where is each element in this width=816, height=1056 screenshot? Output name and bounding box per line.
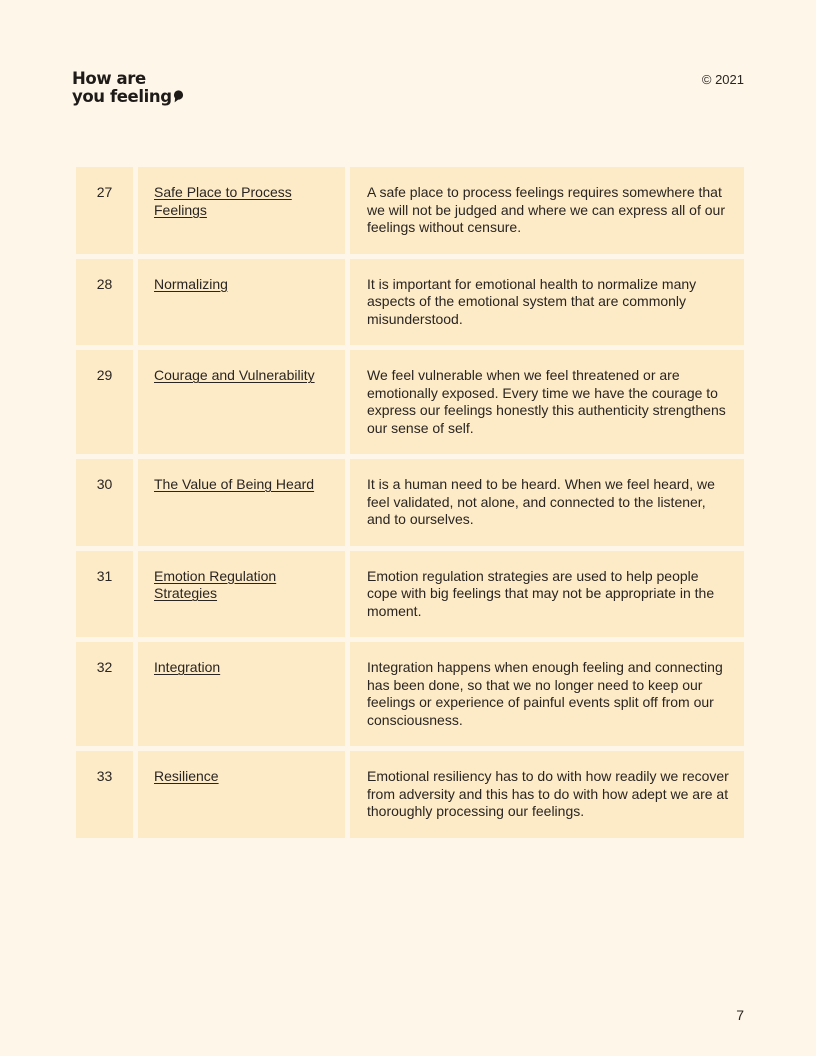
row-number: 32 — [76, 642, 133, 746]
table-row — [76, 751, 744, 838]
description-cell: We feel vulnerable when we feel threatened or are emotionally exposed. Every time we have the courage to express our feelings honestly this authenticity strengthens our sense of self. — [350, 350, 744, 454]
row-number: 29 — [76, 350, 133, 454]
table-row — [76, 551, 744, 638]
table-row — [76, 259, 744, 346]
row-number: 28 — [76, 259, 133, 346]
term-link[interactable]: Normalizing — [154, 275, 228, 292]
term-link[interactable]: Courage and Vulnerability — [154, 367, 315, 383]
term-cell — [138, 642, 345, 746]
logo-line-1: How are — [72, 69, 146, 88]
row-number: 31 — [76, 551, 133, 638]
row-number: 30 — [76, 459, 133, 546]
description-cell: It is important for emotional health to normalize many aspects of the emotional system that are commonly misunderstood. — [350, 259, 744, 346]
term-cell — [138, 751, 345, 838]
table-row — [76, 459, 744, 546]
copyright-notice: © 2021 — [701, 72, 744, 87]
term-cell — [138, 350, 345, 454]
brand-logo — [72, 70, 184, 106]
term-cell — [138, 551, 345, 638]
row-number: 27 — [76, 167, 133, 254]
table-row — [76, 642, 744, 746]
term-link[interactable]: The Value of Being Heard — [154, 476, 315, 492]
row-number: 33 — [76, 751, 133, 838]
page-number: 7 — [736, 1007, 744, 1023]
term-link[interactable]: Emotion Regulation Strategies — [154, 567, 277, 601]
table-row — [76, 350, 744, 454]
term-cell — [138, 259, 345, 346]
term-cell — [138, 459, 345, 546]
table-row — [76, 167, 744, 254]
glossary-table — [76, 167, 744, 843]
term-link[interactable]: Safe Place to Process Feelings — [154, 184, 292, 218]
term-cell — [138, 167, 345, 254]
logo-line-2-text: you feeling — [72, 87, 172, 106]
description-cell: Emotion regulation strategies are used to help people cope with big feelings that may not be appropriate in the moment. — [350, 551, 744, 638]
logo-line-2 — [72, 88, 184, 106]
speech-bubble-question-icon — [173, 90, 184, 103]
description-cell: Emotional resiliency has to do with how readily we recover from adversity and this has to do with how adept we are at thoroughly processing our feelings. — [350, 751, 744, 838]
description-cell: Integration happens when enough feeling and connecting has been done, so that we no longer need to keep our feelings or experience of painful events split off from our consciousness. — [350, 642, 744, 746]
description-cell: A safe place to process feelings requires somewhere that we will not be judged and where we can express all of our feelings without censure. — [350, 167, 744, 254]
description-cell: It is a human need to be heard. When we feel heard, we feel validated, not alone, and connected to the listener, and to ourselves. — [350, 459, 744, 546]
term-link[interactable]: Resilience — [154, 768, 219, 784]
term-link[interactable]: Integration — [154, 659, 221, 675]
